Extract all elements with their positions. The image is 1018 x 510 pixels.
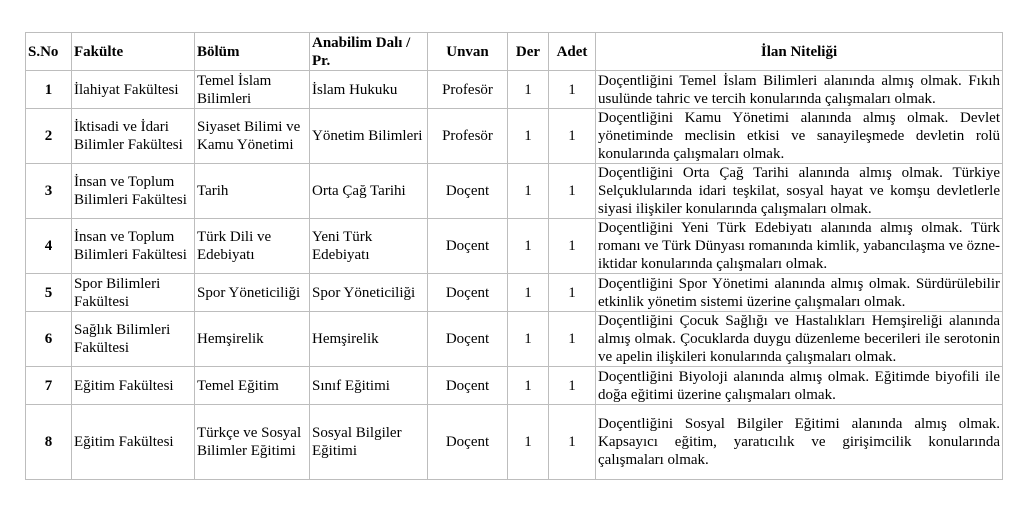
cell-adet: 1 bbox=[549, 109, 596, 164]
cell-ilan: Doçentliğini Çocuk Sağlığı ve Hastalıkları Hemşireliği alanında almış olmak. Çocuklarda duygu düzenleme becerileri ile serotonin ve apelin ilişkileri konularında çalışmaları olmak. bbox=[596, 312, 1003, 367]
cell-der: 1 bbox=[508, 164, 549, 219]
cell-sno: 2 bbox=[26, 109, 72, 164]
cell-fakulte: İktisadi ve İdari Bilimler Fakültesi bbox=[72, 109, 195, 164]
cell-anabilim: Yeni Türk Edebiyatı bbox=[310, 219, 428, 274]
table-row bbox=[26, 405, 1003, 480]
cell-anabilim: Yönetim Bilimleri bbox=[310, 109, 428, 164]
cell-fakulte: Spor Bilimleri Fakültesi bbox=[72, 274, 195, 312]
cell-der: 1 bbox=[508, 219, 549, 274]
cell-bolum: Temel Eğitim bbox=[195, 367, 310, 405]
cell-ilan: Doçentliğini Kamu Yönetimi alanında almış olmak. Devlet yönetiminde meclisin etkisi ve sanayileşmede devletin rolü konularında çalışmaları olmak. bbox=[596, 109, 1003, 164]
header-bolum: Bölüm bbox=[195, 33, 310, 71]
header-anabilim: Anabilim Dalı / Pr. bbox=[310, 33, 428, 71]
cell-unvan: Profesör bbox=[428, 109, 508, 164]
cell-sno: 8 bbox=[26, 405, 72, 480]
cell-der: 1 bbox=[508, 405, 549, 480]
cell-anabilim: İslam Hukuku bbox=[310, 71, 428, 109]
header-ilan: İlan Niteliği bbox=[596, 33, 1003, 71]
cell-sno: 3 bbox=[26, 164, 72, 219]
cell-bolum: Siyaset Bilimi ve Kamu Yönetimi bbox=[195, 109, 310, 164]
faculty-positions-table bbox=[25, 32, 1003, 480]
cell-der: 1 bbox=[508, 274, 549, 312]
header-unvan: Unvan bbox=[428, 33, 508, 71]
cell-anabilim: Sosyal Bilgiler Eğitimi bbox=[310, 405, 428, 480]
header-der: Der bbox=[508, 33, 549, 71]
cell-sno: 5 bbox=[26, 274, 72, 312]
cell-unvan: Doçent bbox=[428, 312, 508, 367]
table-row bbox=[26, 219, 1003, 274]
cell-fakulte: Eğitim Fakültesi bbox=[72, 367, 195, 405]
cell-anabilim: Sınıf Eğitimi bbox=[310, 367, 428, 405]
cell-der: 1 bbox=[508, 312, 549, 367]
cell-unvan: Profesör bbox=[428, 71, 508, 109]
table-row bbox=[26, 71, 1003, 109]
table-row bbox=[26, 109, 1003, 164]
cell-fakulte: İlahiyat Fakültesi bbox=[72, 71, 195, 109]
cell-adet: 1 bbox=[549, 367, 596, 405]
cell-unvan: Doçent bbox=[428, 367, 508, 405]
cell-sno: 4 bbox=[26, 219, 72, 274]
cell-anabilim: Spor Yöneticiliği bbox=[310, 274, 428, 312]
cell-ilan: Doçentliğini Yeni Türk Edebiyatı alanında almış olmak. Türk romanı ve Türk Dünyası romanında kimlik, yabancılaşma ve özne-iktidar konularında çalışmaları olmak. bbox=[596, 219, 1003, 274]
cell-fakulte: İnsan ve Toplum Bilimleri Fakültesi bbox=[72, 219, 195, 274]
table-row bbox=[26, 367, 1003, 405]
cell-der: 1 bbox=[508, 109, 549, 164]
cell-adet: 1 bbox=[549, 405, 596, 480]
cell-adet: 1 bbox=[549, 312, 596, 367]
cell-bolum: Temel İslam Bilimleri bbox=[195, 71, 310, 109]
cell-anabilim: Orta Çağ Tarihi bbox=[310, 164, 428, 219]
cell-adet: 1 bbox=[549, 274, 596, 312]
table-row bbox=[26, 274, 1003, 312]
header-adet: Adet bbox=[549, 33, 596, 71]
cell-unvan: Doçent bbox=[428, 219, 508, 274]
table-row bbox=[26, 164, 1003, 219]
cell-sno: 7 bbox=[26, 367, 72, 405]
cell-ilan: Doçentliğini Spor Yönetimi alanında almış olmak. Sürdürülebilir etkinlik yönetim sistemi üzerine çalışmaları olmak. bbox=[596, 274, 1003, 312]
table-header-row bbox=[26, 33, 1003, 71]
table-row bbox=[26, 312, 1003, 367]
cell-der: 1 bbox=[508, 367, 549, 405]
cell-adet: 1 bbox=[549, 164, 596, 219]
cell-bolum: Türkçe ve Sosyal Bilimler Eğitimi bbox=[195, 405, 310, 480]
cell-adet: 1 bbox=[549, 219, 596, 274]
cell-der: 1 bbox=[508, 71, 549, 109]
cell-ilan: Doçentliğini Temel İslam Bilimleri alanında almış olmak. Fıkıh usulünde tahric ve tercih konularında çalışmaları olmak. bbox=[596, 71, 1003, 109]
header-fakulte: Fakülte bbox=[72, 33, 195, 71]
cell-bolum: Hemşirelik bbox=[195, 312, 310, 367]
cell-sno: 6 bbox=[26, 312, 72, 367]
cell-ilan: Doçentliğini Biyoloji alanında almış olmak. Eğitimde biyofili ile doğa eğitimi üzerine çalışmaları olmak. bbox=[596, 367, 1003, 405]
cell-ilan: Doçentliğini Sosyal Bilgiler Eğitimi alanında almış olmak. Kapsayıcı eğitim, yaratıcılık ve girişimcilik konularında çalışmaları olmak. bbox=[596, 405, 1003, 480]
cell-bolum: Tarih bbox=[195, 164, 310, 219]
cell-fakulte: Eğitim Fakültesi bbox=[72, 405, 195, 480]
cell-sno: 1 bbox=[26, 71, 72, 109]
cell-unvan: Doçent bbox=[428, 274, 508, 312]
cell-fakulte: İnsan ve Toplum Bilimleri Fakültesi bbox=[72, 164, 195, 219]
header-sno: S.No bbox=[26, 33, 72, 71]
cell-unvan: Doçent bbox=[428, 405, 508, 480]
cell-adet: 1 bbox=[549, 71, 596, 109]
cell-unvan: Doçent bbox=[428, 164, 508, 219]
cell-anabilim: Hemşirelik bbox=[310, 312, 428, 367]
cell-bolum: Spor Yöneticiliği bbox=[195, 274, 310, 312]
cell-ilan: Doçentliğini Orta Çağ Tarihi alanında almış olmak. Türkiye Selçuklularında idari teşkilat, sosyal hayat ve komşu devletlerle siyasi ilişkiler konularında çalışmaları olmak. bbox=[596, 164, 1003, 219]
cell-fakulte: Sağlık Bilimleri Fakültesi bbox=[72, 312, 195, 367]
cell-bolum: Türk Dili ve Edebiyatı bbox=[195, 219, 310, 274]
